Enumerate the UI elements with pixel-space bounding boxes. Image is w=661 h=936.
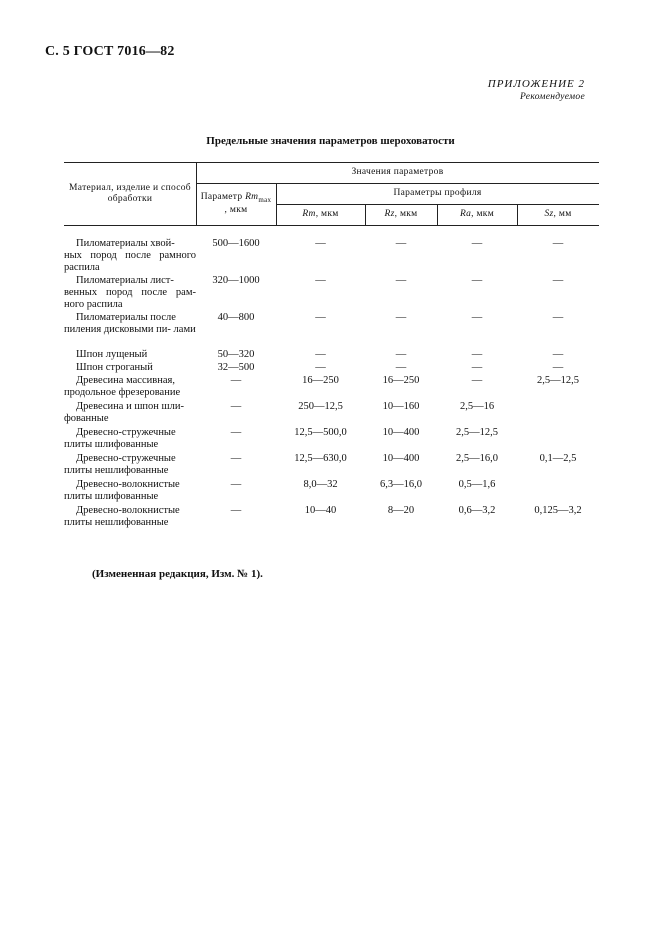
cell-rm-max: — — [230, 479, 242, 490]
cell-sz: 0,125—3,2 — [534, 505, 582, 516]
cell-rm: 12,5—630,0 — [294, 453, 347, 464]
table-row — [64, 349, 599, 362]
cell-ra: — — [471, 375, 483, 386]
cell-rz: — — [395, 238, 407, 249]
cell-rm-max: 500—1600 — [212, 238, 260, 249]
table-row — [64, 275, 599, 312]
table-row — [64, 312, 599, 349]
header-rm — [276, 204, 365, 225]
cell-sz: — — [552, 349, 564, 360]
cell-rm: — — [315, 349, 326, 360]
table-header — [64, 162, 599, 226]
table-title: Предельные значения параметров шероховатости — [206, 135, 455, 147]
header-material: Материал, изделие и способ обработки — [69, 182, 191, 204]
cell-rm-max: — — [230, 401, 242, 412]
cell-rm: 8,0—32 — [303, 479, 338, 490]
revision-note: (Измененная редакция, Изм. № 1). — [92, 568, 263, 580]
cell-rm: 10—40 — [304, 505, 337, 516]
cell-rz: 10—160 — [382, 401, 420, 412]
table-row — [64, 479, 599, 505]
cell-ra: 0,5—1,6 — [458, 479, 496, 490]
cell-rm-max: — — [230, 375, 242, 386]
cell-ra: — — [471, 275, 483, 286]
table-row — [64, 401, 599, 427]
cell-rm: — — [315, 362, 326, 373]
cell-sz: — — [552, 275, 564, 286]
cell-rz: 10—400 — [382, 453, 420, 464]
table-row — [64, 427, 599, 453]
cell-rm: 12,5—500,0 — [294, 427, 347, 438]
cell-rz: — — [395, 362, 407, 373]
row-material: Древесно-стружечные плиты нешлифованные — [64, 453, 176, 476]
row-material: Древесно-волокнистые плиты нешлифованные — [64, 505, 180, 528]
rm-unit: , мкм — [315, 209, 339, 219]
cell-rm: 250—12,5 — [298, 401, 343, 412]
cell-rm-max: 32—500 — [217, 362, 255, 373]
ra-symbol: Ra — [459, 209, 472, 219]
page-header: С. 5 ГОСТ 7016—82 — [45, 44, 175, 59]
cell-rm-max: — — [230, 453, 242, 464]
cell-sz: — — [552, 362, 564, 373]
cell-sz: — — [552, 312, 564, 323]
cell-ra: — — [471, 362, 483, 373]
cell-rm-max: 40—800 — [217, 312, 255, 323]
row-material: Древесина массивная, продольное фрезерование — [64, 375, 181, 398]
cell-rz: — — [395, 349, 407, 360]
cell-rz: 10—400 — [382, 427, 420, 438]
cell-rm: 16—250 — [302, 375, 339, 386]
cell-rz: — — [395, 312, 407, 323]
rm-symbol: Rm — [302, 209, 316, 219]
header-rz — [365, 204, 437, 225]
header-values-group: Значения параметров — [351, 167, 444, 177]
row-material: Пиломатериалы после пиления дисковыми пи- лами — [64, 312, 196, 335]
table-body — [64, 238, 599, 531]
row-material: Шпон лущеный — [76, 349, 148, 360]
table-row — [64, 453, 599, 479]
rz-symbol: Rz — [384, 209, 395, 219]
cell-rm: — — [315, 275, 326, 286]
cell-ra: 2,5—12,5 — [456, 427, 498, 438]
rm-max-symbol: Rm — [245, 191, 259, 202]
cell-sz: 2,5—12,5 — [537, 375, 579, 386]
header-sz — [517, 204, 599, 225]
sz-unit: , мм — [553, 209, 572, 219]
rz-unit: , мкм — [394, 209, 418, 219]
cell-rm-max: — — [230, 427, 242, 438]
appendix-title: ПРИЛОЖЕНИЕ 2 — [487, 78, 585, 90]
cell-rm-max: — — [230, 505, 242, 516]
cell-rz: — — [395, 275, 407, 286]
table-row — [64, 505, 599, 531]
row-material: Пиломатериалы хвой- ных пород после рамного распила — [64, 238, 196, 273]
ra-unit: , мкм — [471, 209, 495, 219]
cell-sz: — — [552, 238, 564, 249]
appendix-label — [488, 78, 585, 104]
row-material: Пиломатериалы лист- венных пород после рам- ного распила — [64, 275, 196, 310]
cell-rz: 8—20 — [387, 505, 415, 516]
cell-ra: 2,5—16 — [459, 401, 495, 412]
cell-rz: 16—250 — [382, 375, 420, 386]
cell-sz: 0,1—2,5 — [539, 453, 577, 464]
cell-ra: — — [471, 312, 483, 323]
cell-ra: 0,6—3,2 — [458, 505, 496, 516]
row-material: Древесно-волокнистые плиты шлифованные — [64, 479, 180, 502]
row-material: Шпон строганый — [76, 362, 153, 373]
header-profile-group: Параметры профиля — [393, 188, 482, 198]
cell-ra: — — [471, 349, 483, 360]
cell-rm-max: 320—1000 — [212, 275, 260, 286]
appendix-subtitle: Рекомендуемое — [520, 92, 585, 102]
header-rm-max — [196, 183, 276, 225]
cell-ra: 2,5—16,0 — [456, 453, 498, 464]
sz-symbol: Sz — [544, 209, 554, 219]
cell-rz: 6,3—16,0 — [380, 479, 422, 490]
header-ra — [437, 204, 517, 225]
table-row — [64, 362, 599, 375]
cell-ra: — — [471, 238, 483, 249]
rm-max-unit: , мкм — [224, 205, 248, 216]
row-material: Древесно-стружечные плиты шлифованные — [64, 427, 176, 450]
table-row — [64, 375, 599, 401]
header-bottom-rule — [64, 225, 599, 226]
cell-rm-max: 50—320 — [217, 349, 255, 360]
row-material: Древесина и шпон шли- фованные — [64, 401, 184, 424]
table-row — [64, 238, 599, 275]
cell-rm: — — [315, 238, 326, 249]
cell-rm: — — [315, 312, 326, 323]
rm-max-sub: max — [258, 195, 272, 204]
rm-max-prefix: Параметр — [200, 191, 246, 202]
